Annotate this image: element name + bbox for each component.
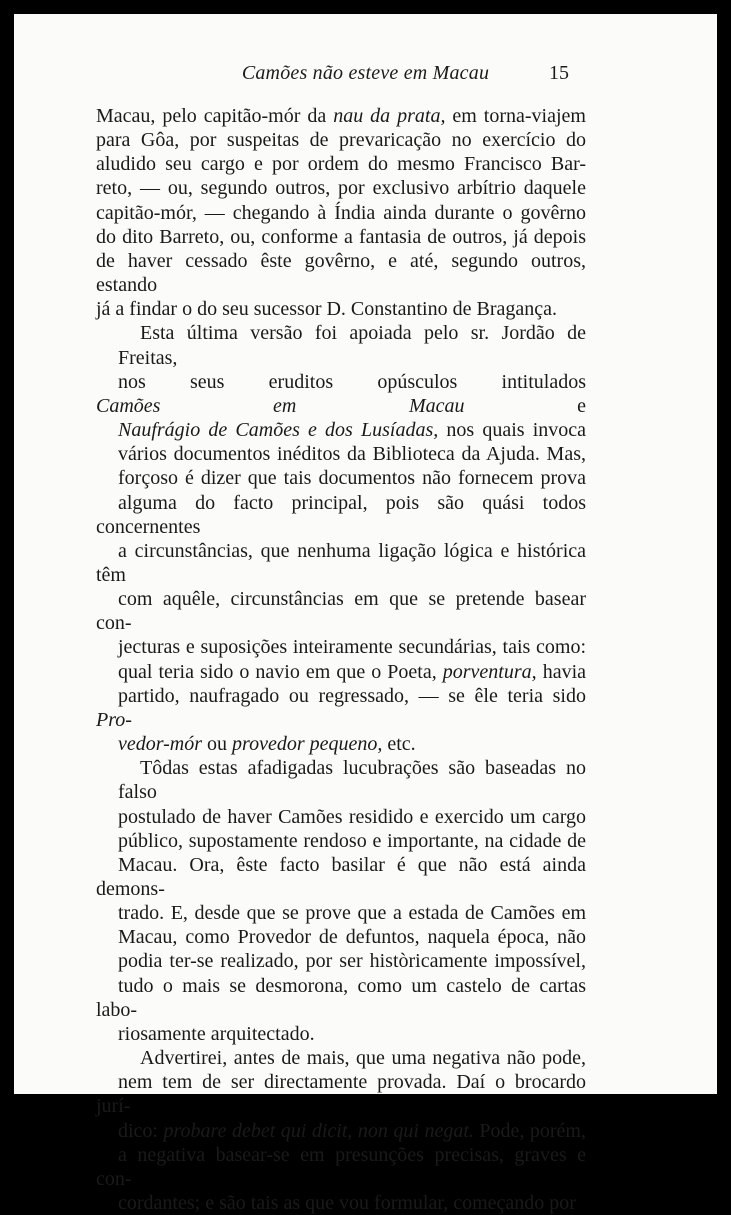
text-run: Tôdas estas afadigadas lucubrações são baseadas no falso xyxy=(118,757,586,804)
text-line xyxy=(96,249,586,297)
text-run: riosamente arquitectado. xyxy=(118,1022,315,1045)
text-run: tudo o mais se desmorona, como um castelo de cartas labo- xyxy=(96,974,586,1021)
text-run: etc. xyxy=(382,733,416,756)
paragraph xyxy=(96,104,586,321)
text-run: qual teria sido o navio em que o Poeta, xyxy=(118,660,443,683)
text-run: e xyxy=(464,394,586,417)
text-run: trado. E, desde que se prove que a estada de Camões em xyxy=(118,902,586,925)
text-line xyxy=(96,1070,586,1118)
text-line xyxy=(96,1143,586,1191)
text-line xyxy=(96,176,586,200)
text-run: Macau, pelo capitão-mór da xyxy=(96,105,334,127)
text-line xyxy=(96,829,586,853)
text-run: podia ter-se realizado, por ser històricamente impossível, xyxy=(118,950,586,973)
text-line xyxy=(96,418,586,442)
page-header xyxy=(14,62,717,92)
text-run: jecturas e suposições inteiramente secundárias, tais como: xyxy=(118,636,586,659)
italic-run: nau da prata, xyxy=(333,105,446,127)
text-line xyxy=(96,201,586,225)
text-line xyxy=(96,660,586,684)
text-run: Pode, porém, xyxy=(473,1119,586,1142)
text-line xyxy=(96,225,586,249)
text-line xyxy=(96,587,586,635)
text-run: Esta última versão foi apoiada pelo sr. Jordão de Freitas, xyxy=(118,322,586,369)
text-run: para Gôa, por suspeitas de prevaricação no exercício do xyxy=(96,129,586,152)
text-run: vários documentos inéditos da Biblioteca da Ajuda. Mas, xyxy=(118,443,586,466)
text-run: com aquêle, circunstâncias em que se pretende basear con- xyxy=(96,588,586,635)
text-run: público, supostamente rendoso e importante, na cidade de xyxy=(118,829,586,852)
text-line xyxy=(96,949,586,973)
text-run: alguma do facto principal, pois são quási todos concernentes xyxy=(96,491,586,538)
paragraph xyxy=(96,321,586,756)
text-run: Advertirei, antes de mais, que uma negativa não pode, xyxy=(140,1047,586,1070)
text-run: Macau, como Provedor de defuntos, naquela época, não xyxy=(118,926,586,949)
text-run: forçoso é dizer que tais documentos não fornecem prova xyxy=(118,467,586,490)
text-run: partido, naufragado ou regressado, — se êle teria sido xyxy=(118,684,586,707)
text-line xyxy=(96,321,586,369)
page-number: 15 xyxy=(549,62,569,84)
text-line xyxy=(96,128,586,152)
text-line xyxy=(96,297,586,321)
text-line xyxy=(96,805,586,829)
text-line xyxy=(96,925,586,949)
text-run: ou xyxy=(202,733,233,756)
text-line xyxy=(96,732,586,756)
italic-run: Pro- xyxy=(96,708,132,731)
italic-run: Camões em Macau xyxy=(96,394,465,417)
text-line xyxy=(96,152,586,176)
text-run: a circunstâncias, que nenhuma ligação lógica e histórica têm xyxy=(96,539,586,586)
text-line xyxy=(96,539,586,587)
text-line xyxy=(96,901,586,925)
text-line xyxy=(96,1191,586,1215)
text-run: em torna-viajem xyxy=(445,105,586,127)
text-run: capitão-mór, — chegando à Índia ainda durante o govêrno xyxy=(96,201,586,224)
text-run: postulado de haver Camões residido e exercido um cargo xyxy=(118,805,586,828)
text-run: do dito Barreto, ou, conforme a fantasia de outros, já depois xyxy=(96,225,586,248)
text-run: havia xyxy=(536,660,586,683)
italic-run: Naufrágio de Camões e dos Lusíadas, xyxy=(118,419,439,442)
italic-run: probare debet qui dicit, non qui negat. xyxy=(163,1119,474,1142)
italic-run: vedor-mór xyxy=(118,733,203,756)
text-run: nos seus eruditos opúsculos intitulados xyxy=(118,370,586,393)
text-line xyxy=(96,370,586,418)
running-title: Camões não esteve em Macau xyxy=(241,62,490,84)
text-line xyxy=(96,1119,586,1143)
text-run: já a findar o do seu sucessor D. Constantino de Bragança. xyxy=(96,298,557,321)
italic-run: porventura, xyxy=(442,660,537,683)
text-run: nos quais invoca xyxy=(438,419,587,442)
text-line xyxy=(96,974,586,1022)
body-text xyxy=(96,104,586,1215)
text-run: Macau. Ora, êste facto basilar é que não está ainda demons- xyxy=(96,853,586,900)
text-run: cordantes; e são tais as que vou formular, começando por xyxy=(118,1192,576,1215)
text-run: a negativa basear-se em presunções precisas, graves e con- xyxy=(96,1143,586,1190)
text-run: nem tem de ser directamente provada. Daí o brocardo jurí- xyxy=(96,1071,586,1118)
paragraph xyxy=(96,1046,586,1215)
text-run: de haver cessado êste govêrno, e até, segundo outros, estando xyxy=(96,249,586,297)
text-run: aludido seu cargo e por ordem do mesmo Francisco Bar- xyxy=(96,153,586,176)
text-line xyxy=(96,756,586,804)
text-line xyxy=(96,635,586,659)
text-line xyxy=(96,684,586,732)
text-line xyxy=(96,853,586,901)
paragraph xyxy=(96,756,586,1046)
text-run: dico: xyxy=(118,1119,164,1142)
text-line xyxy=(96,1022,586,1046)
text-run: reto, — ou, segundo outros, por exclusivo arbítrio daquele xyxy=(96,177,586,200)
text-line xyxy=(96,466,586,490)
text-line xyxy=(96,442,586,466)
text-line xyxy=(96,104,586,128)
book-page xyxy=(14,14,717,1215)
italic-run: provedor pequeno, xyxy=(232,733,383,756)
text-line xyxy=(96,1046,586,1070)
text-line xyxy=(96,491,586,539)
